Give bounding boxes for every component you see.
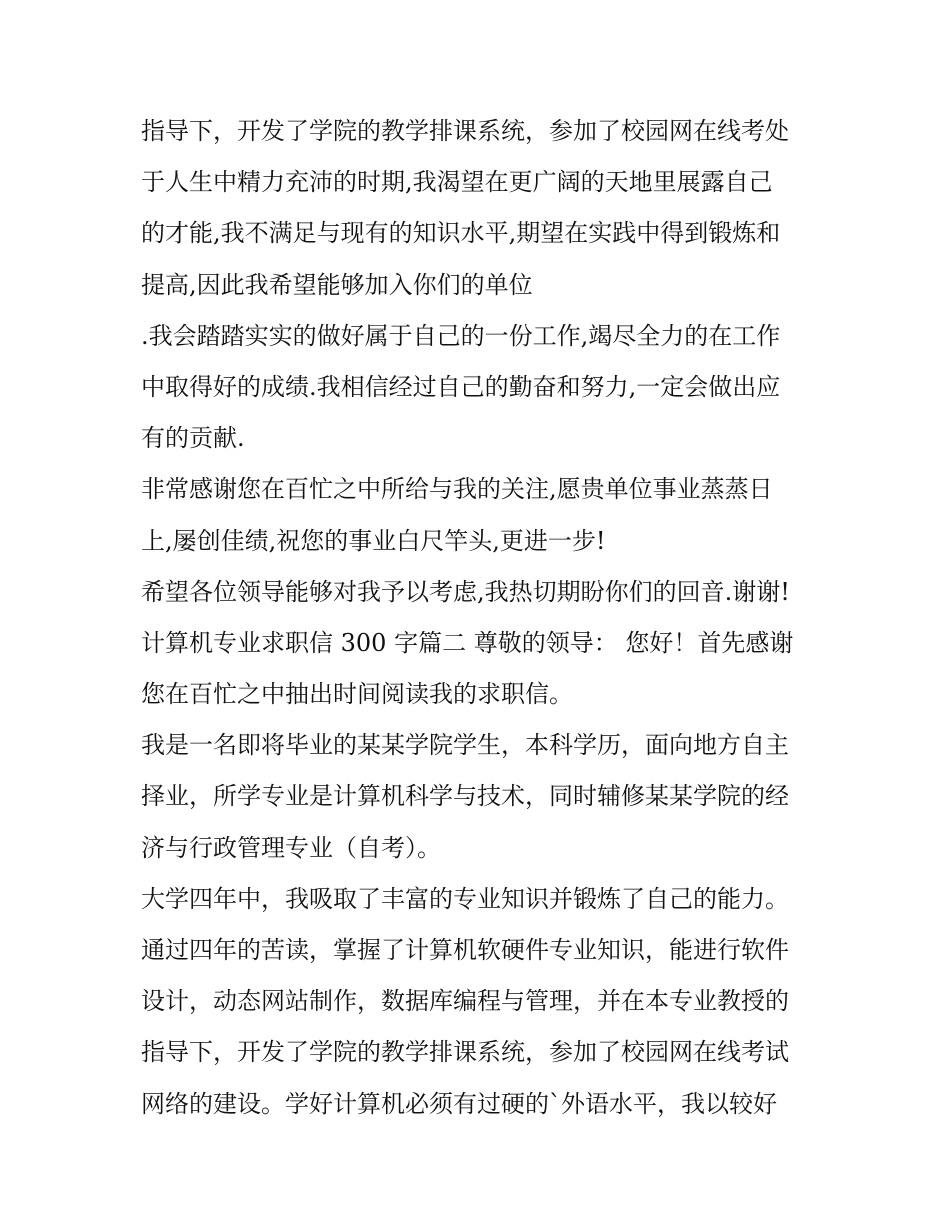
text-line: 中取得好的成绩.我相信经过自己的勤奋和努力,一定会做出应 <box>141 372 781 401</box>
text-line: 网络的建设。学好计算机必须有过硬的`外语水平，我以较好 <box>141 1089 777 1118</box>
text-line: 于人生中精力充沛的时期,我渴望在更广阔的天地里展露自己 <box>141 168 773 197</box>
text-line: 设计，动态网站制作，数据库编程与管理，并在本专业教授的 <box>141 987 789 1016</box>
text-line: 指导下，开发了学院的教学排课系统，参加了校园网在线考处 <box>141 117 789 145</box>
text-line: 择业，所学专业是计算机科学与技术，同时辅修某某学院的经 <box>141 782 789 811</box>
text-line: 提高,因此我希望能够加入你们的单位 <box>141 270 533 299</box>
text-line: 大学四年中，我吸取了丰富的专业知识并锻炼了自己的能力。 <box>141 884 789 913</box>
text-line: 济与行政管理专业（自考）。 <box>141 833 441 862</box>
text-line: .我会踏踏实实的做好属于自己的一份工作,竭尽全力的在工作 <box>141 321 781 350</box>
text-line: 我是一名即将毕业的某某学院学生，本科学历，面向地方自主 <box>141 731 789 760</box>
text-line: 非常感谢您在百忙之中所给与我的关注,愿贵单位事业蒸蒸日 <box>141 475 773 504</box>
text-line: 通过四年的苦读，掌握了计算机软硬件专业知识，能进行软件 <box>141 936 789 964</box>
text-line: 计算机专业求职信 300 字篇二 尊敬的领导： 您好！首先感谢 <box>141 628 794 657</box>
document-body <box>141 106 813 1130</box>
text-line: 的才能,我不满足与现有的知识水平,期望在实践中得到锻炼和 <box>141 219 781 248</box>
text-line: 希望各位领导能够对我予以考虑,我热切期盼你们的回音.谢谢! <box>141 577 790 606</box>
text-line: 指导下，开发了学院的教学排课系统，参加了校园网在线考试 <box>141 1038 789 1067</box>
text-line: 上,屡创佳绩,祝您的事业白尺竿头,更进一步! <box>141 526 606 555</box>
text-line: 有的贡献. <box>141 424 245 453</box>
text-line: 您在百忙之中抽出时间阅读我的求职信。 <box>141 680 573 709</box>
